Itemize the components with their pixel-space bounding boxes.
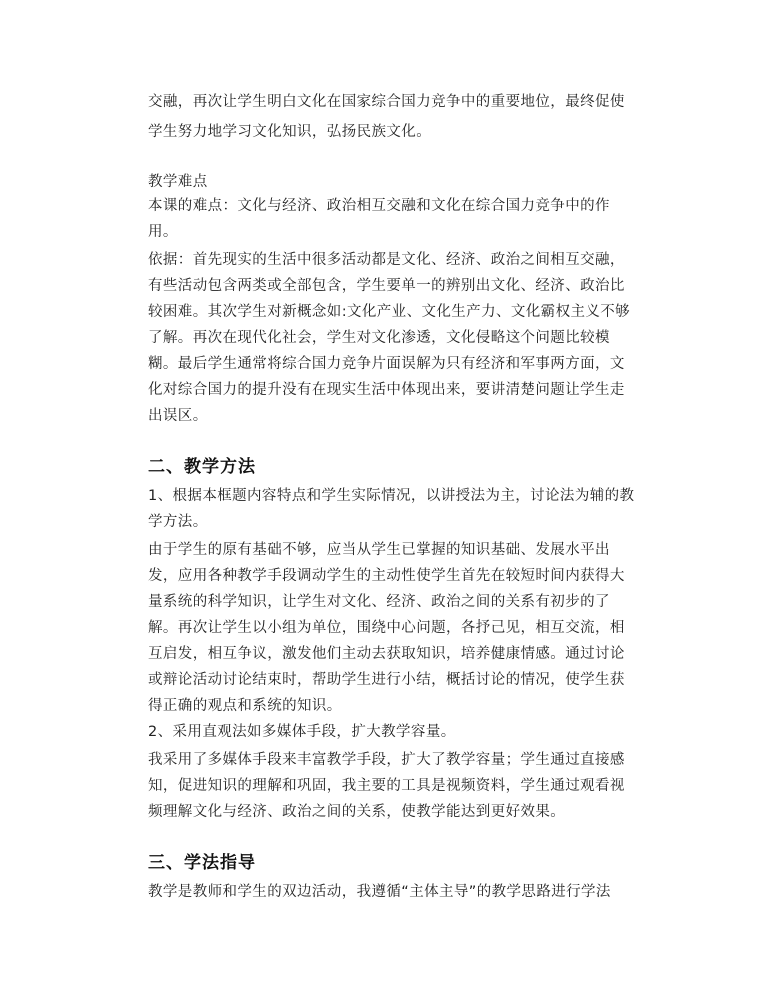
paragraph-line: 较困难。其次学生对新概念如:文化产业、文化生产力、文化霸权主义不够 [148,304,631,320]
paragraph-line: 频理解文化与经济、政治之间的关系，使教学能达到更好效果。 [148,804,566,820]
paragraph-line: 本课的难点：文化与经济、政治相互交融和文化在综合国力竞争中的作 [148,198,610,214]
paragraph-line: 互启发，相互争议，激发他们主动去获取知识，培养健康情感。通过讨论 [148,646,625,662]
paragraph-line: 得正确的观点和系统的知识。 [148,698,342,714]
paragraph-line: 学生努力地学习文化知识，弘扬民族文化。 [148,124,432,140]
paragraph-line: 发，应用各种教学手段调动学生的主动性使学生首先在较短时间内获得大 [148,568,625,584]
paragraph-line: 2、采用直观法如多媒体手段，扩大教学容量。 [148,724,456,740]
paragraph-line: 由于学生的原有基础不够，应当从学生已掌握的知识基础、发展水平出 [148,542,610,558]
paragraph-line: 化对综合国力的提升没有在现实生活中体现出来，要讲清楚问题让学生走 [148,382,625,398]
paragraph-line: 交融，再次让学生明白文化在国家综合国力竞争中的重要地位，最终促使 [148,94,625,110]
paragraph-line: 解。再次让学生以小组为单位，围绕中心问题，各抒己见，相互交流，相 [148,620,625,636]
paragraph-line: 我采用了多媒体手段来丰富教学手段，扩大了教学容量；学生通过直接感 [148,752,625,768]
paragraph-line: 出误区。 [148,408,208,424]
paragraph-line: 或辩论活动讨论结束时，帮助学生进行小结，概括讨论的情况，使学生获 [148,672,625,688]
paragraph-line: 用。 [148,224,178,240]
subsection-title: 教学难点 [148,174,208,190]
section-heading: 三、学法指导 [148,853,256,873]
paragraph-line: 知，促进知识的理解和巩固，我主要的工具是视频资料，学生通过观看视 [148,778,625,794]
paragraph-line: 量系统的科学知识，让学生对文化、经济、政治之间的关系有初步的了 [148,594,610,610]
paragraph-line: 了解。再次在现代化社会，学生对文化渗透，文化侵略这个问题比较模 [148,330,610,346]
paragraph-line: 依据：首先现实的生活中很多活动都是文化、经济、政治之间相互交融， [148,252,625,268]
paragraph-line: 1、根据本框题内容特点和学生实际情况，以讲授法为主，讨论法为辅的教 [148,488,635,504]
section-heading: 二、教学方法 [148,457,256,477]
paragraph-line: 学方法。 [148,514,208,530]
paragraph-line: 糊。最后学生通常将综合国力竞争片面误解为只有经济和军事两方面，文 [148,356,625,372]
paragraph-line: 教学是教师和学生的双边活动，我遵循“主体主导”的教学思路进行学法 [148,884,611,900]
paragraph-line: 有些活动包含两类或全部包含，学生要单一的辨别出文化、经济、政治比 [148,278,625,294]
